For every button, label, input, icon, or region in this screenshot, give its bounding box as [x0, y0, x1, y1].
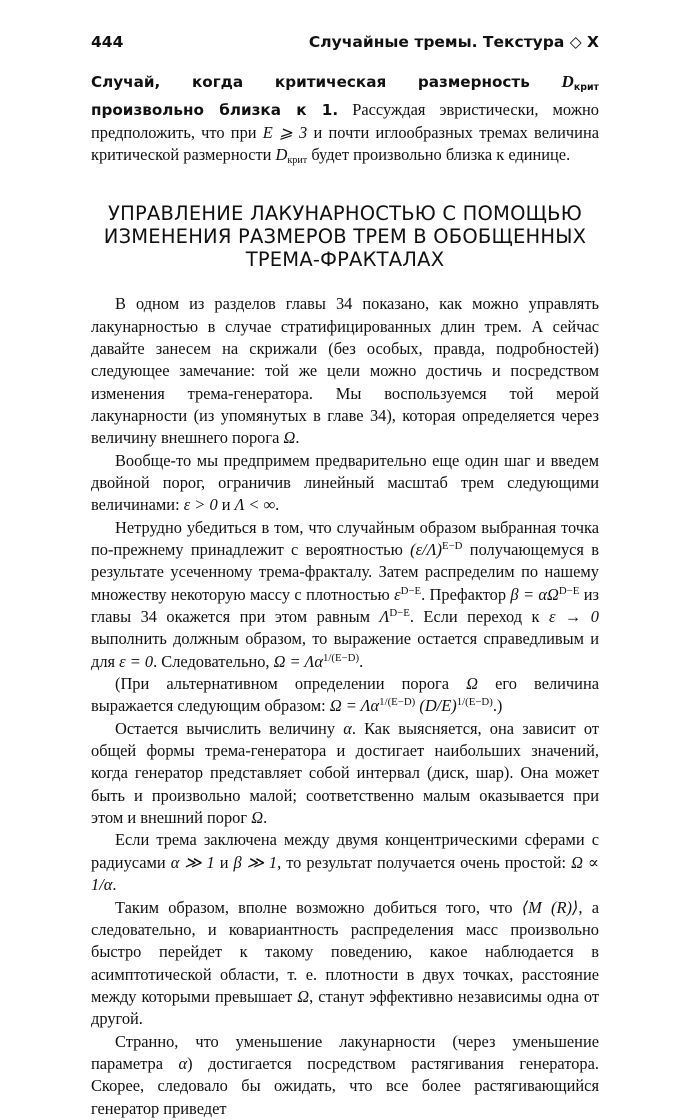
- page-number: 444: [91, 33, 124, 51]
- paragraph-7: Таким образом, вполне возможно добиться того, что ⟨M (R)⟩, а следовательно, и ковариантность распределения масс произвольно быстро перейдет к такому поведению, какое наблюдается в асимптотической области, т. е. плотности в двух точках, расстояние между которыми превышает Ω, станут эффективно независимы одна от другой.: [91, 897, 599, 1029]
- paragraph-5: Остается вычислить величину α. Как выясняется, она зависит от общей формы трема-генератора и достигает наибольших значений, когда генератор представляет собой интервал (диск, шар). Она может быть и произвольно малой; соответственно малым оказывается при этом и внешний порог Ω.: [91, 718, 599, 828]
- section-title-line: ИЗМЕНЕНИЯ РАЗМЕРОВ ТРЕМ В ОБОБЩЕННЫХ: [103, 225, 587, 249]
- section-title-line: ТРЕМА-ФРАКТАЛАХ: [245, 248, 445, 272]
- intro-lead-heading: Случай, когда критическая размерность $D_{крит}$ произвольно близка к 1.: [91, 72, 599, 120]
- section-title: [91, 202, 599, 271]
- paragraph-8: Странно, что уменьшение лакунарности (через уменьшение параметра α) достигается посредством растягивания генератора. Скорее, следовало бы ожидать, что все более растягивающийся генератор приведет: [91, 1031, 599, 1118]
- paragraph-3: Нетрудно убедиться в том, что случайным образом выбранная точка по-прежнему принадлежит с вероятностью $(\varepsilon/\Lambda)^{E-D}$ получающемуся в результате усеченному трема-фракталу. Затем распределим по нашему множеству некоторую массу с плотностью $\varepsilon^{D-E}$. Префактор $\beta = \alpha\Omega^{D-E}$ из главы 34 окажется при этом равным $\Lambda^{D-E}$. Если переход к ε → 0 выполнить должным образом, то выражение остается справедливым и для ε = 0. Следовательно, $\Omega = \Lambda\alpha^{1/(E-D)}$.: [91, 517, 599, 671]
- running-title: Случайные тремы. Текстура ◇ X: [308, 33, 599, 51]
- page-header: [91, 33, 599, 57]
- paragraph-6: Если трема заключена между двумя концентрическими сферами с радиусами α ≫ 1 и β ≫ 1, то результат получается очень простой: Ω ∝ 1/α.: [91, 830, 600, 895]
- paragraph-2: Вообще-то мы предпримем предварительно еще один шаг и введем двойной порог, ограничив линейный масштаб трем следующими величинами: ε > 0 и Λ < ∞.: [91, 450, 599, 515]
- section-title-line: УПРАВЛЕНИЕ ЛАКУНАРНОСТЬЮ С ПОМОЩЬЮ: [108, 202, 582, 226]
- paragraph-1: В одном из разделов главы 34 показано, как можно управлять лакунарностью в случае стратифицированных длин трем. А сейчас давайте занесем на скрижали (без особых, правда, подробностей) следующее замечание: той же цели можно достичь и посредством изменения трема-генератора. Мы воспользуемся той мерой лакунарности (из упомянутых в главе 34), которая определяется через величину внешнего порога Ω.: [91, 294, 599, 448]
- page-body: [91, 71, 599, 1120]
- intro-paragraph: Случай, когда критическая размерность $D_{крит}$ произвольно близка к 1. Рассуждая эвристически, можно предположить, что при E ⩾ 3 и почти иглообразных тремах величина критической размерности $D_{крит}$ будет произвольно близка к единице.: [91, 72, 599, 166]
- paragraph-4: (При альтернативном определении порога Ω его величина выражается следующим образом: $\Omega = \Lambda\alpha^{1/(E-D)}$ $(D/E)^{1/(E-D)}$.): [91, 674, 599, 716]
